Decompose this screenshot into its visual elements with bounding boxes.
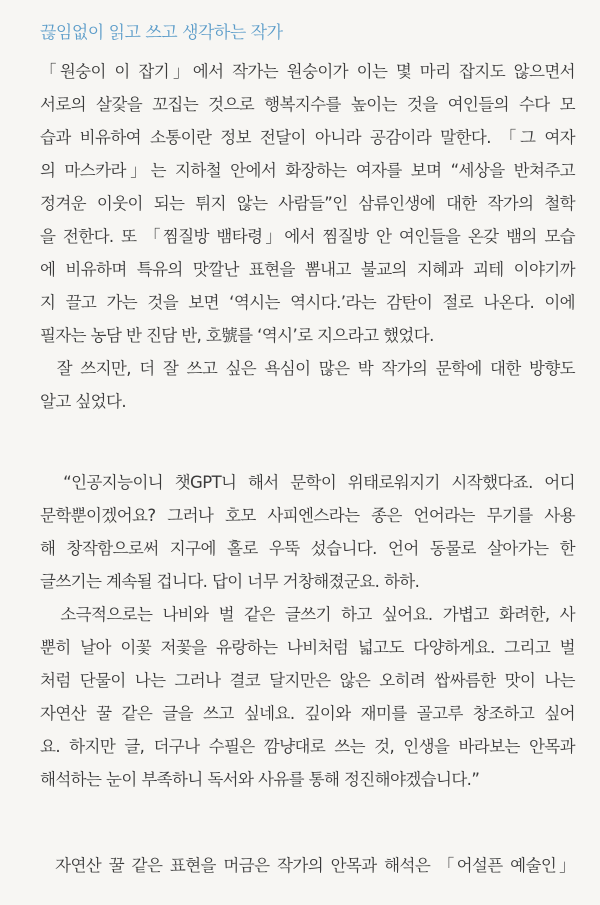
text-line: 글쓰기는 계속될 겁니다. 답이 너무 거창해졌군요. 하하. <box>40 572 420 591</box>
text-line: 알고 싶었다. <box>40 392 126 411</box>
text-line: 에 비유하며 특유의 맛깔난 표현을 뽐내고 불교의 지혜과 괴테 이야기까 <box>40 260 575 279</box>
text-line: 필자는 농담 반 진담 반, 호號를 ‘역시’로 지으라고 했었다. <box>40 326 434 345</box>
text-line: 자연산 꿀 같은 표현을 머금은 작가의 안목과 해석은 「어설픈 예술인」 <box>40 856 575 875</box>
text-line: 「원숭이 이 잡기」에서 작가는 원숭이가 이는 몇 마리 잡지도 않으면서 <box>40 62 575 81</box>
text-line: 요. 하지만 글, 더구나 수필은 깜냥대로 쓰는 것, 인생을 바라보는 안목과 <box>40 737 575 756</box>
text-line: 해석하는 눈이 부족하니 독서와 사유를 통해 정진해야겠습니다.” <box>40 770 480 789</box>
text-line: 서로의 살갗을 꼬집는 것으로 행복지수를 높이는 것을 여인들의 수다 모 <box>40 95 575 114</box>
text-line: 처럼 단물이 나는 그러나 결코 달지만은 않은 오히려 쌉싸름한 맛이 나는 <box>40 671 575 690</box>
text-line: 습과 비유하여 소통이란 정보 전달이 아니라 공감이라 말한다. 「그 여자 <box>40 128 575 147</box>
text-line: “인공지능이니 챗GPT니 해서 문학이 위태로워지기 시작했다죠. 어디 <box>40 473 575 492</box>
text-line: 의 마스카라」는 지하철 안에서 화장하는 여자를 보며 “세상을 반쳐주고 <box>40 161 575 180</box>
text-line: 을 전한다. 또 「찜질방 뱀타령」에서 찜질방 안 여인들을 온갖 뱀의 모습 <box>40 227 575 246</box>
text-line: 자연산 꿀 같은 글을 쓰고 싶네요. 깊이와 재미를 골고루 창조하고 싶어 <box>40 704 575 723</box>
text-line: 문학뿐이겠어요? 그러나 호모 사피엔스라는 종은 언어라는 무기를 사용 <box>40 506 575 525</box>
text-line: 소극적으로는 나비와 벌 같은 글쓰기 하고 싶어요. 가볍고 화려한, 사 <box>40 605 575 624</box>
section-heading: 끊임없이 읽고 쓰고 생각하는 작가 <box>40 23 283 43</box>
text-line: 해 창작함으로써 지구에 홀로 우뚝 섰습니다. 언어 동물로 살아가는 한 <box>40 539 575 558</box>
text-line: 뿐히 날아 이꽃 저꽃을 유랑하는 나비처럼 넓고도 다양하게요. 그리고 벌 <box>40 638 575 657</box>
text-line: 지 끌고 가는 것을 보면 ‘역시는 역시다.’라는 감탄이 절로 나온다. 이에 <box>40 293 575 312</box>
text-line: 잘 쓰지만, 더 잘 쓰고 싶은 욕심이 많은 박 작가의 문학에 대한 방향도 <box>40 359 575 378</box>
text-line: 정겨운 이웃이 되는 튀지 않는 사람들”인 삼류인생에 대한 작가의 철학 <box>40 194 575 213</box>
